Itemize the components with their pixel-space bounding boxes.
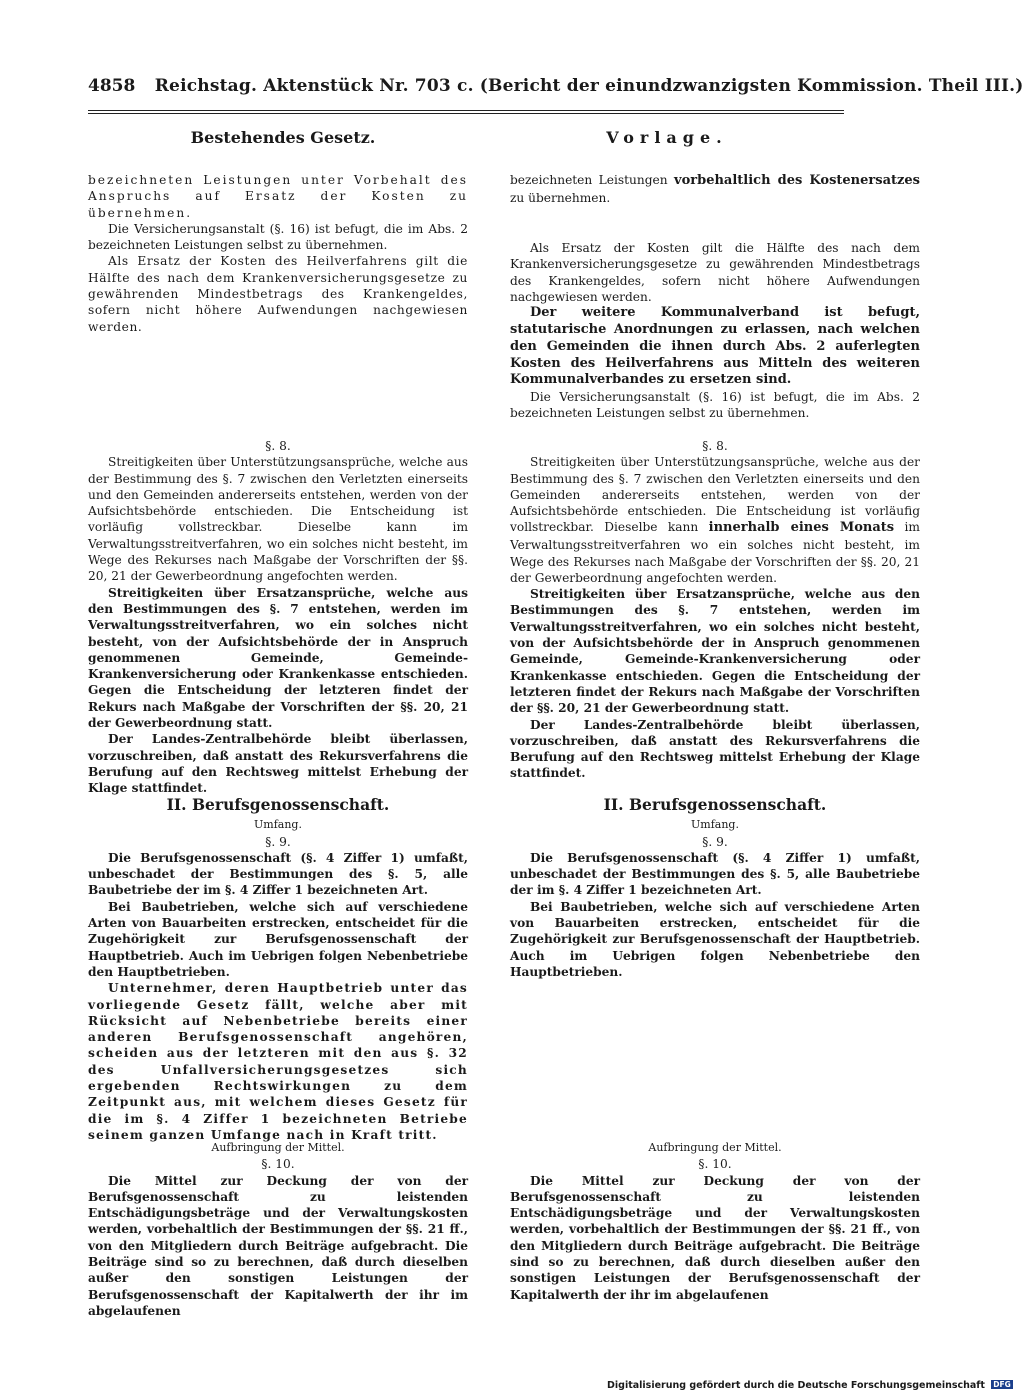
right-section-8	[510, 438, 920, 782]
right-section-10-heading: §. 10.	[698, 1157, 732, 1172]
left-section-10-paragraph-1: Die Mittel zur Deckung der von der Berufsgenossenschaft zu leistenden Entschädigungsbeträge und der Verwaltungskosten werden, vorbehaltlich der Bestimmungen der §§. 21 ff., von den Mitgliedern durch Beiträge aufgebracht. Die Beiträge sind so zu berechnen, daß durch dieselben außer den sonstigen Leistungen der Berufsgenossenschaft der Kapitalwerth der ihr im abgelaufenen	[88, 1173, 468, 1318]
page-header	[88, 76, 1024, 106]
right-block-intro	[510, 172, 920, 206]
left-paragraph-1: bezeichneten Leistungen unter Vorbehalt des Anspruchs auf Ersatz der Kosten zu übernehmen.	[88, 173, 468, 220]
left-umfang-label: Umfang.	[254, 818, 302, 832]
left-block-intro	[88, 172, 468, 335]
right-section-9-paragraph-1: Die Berufsgenossenschaft (§. 4 Ziffer 1) umfaßt, unbeschadet der Bestimmungen des §. 5, alle Baubetriebe der im §. 4 Ziffer 1 bezeichneten Art.	[510, 850, 920, 898]
header-rule	[88, 110, 844, 111]
page-running-title: Reichstag. Aktenstück Nr. 703 c. (Bericht der einundzwanzigsten Kommission. Theil III.)	[154, 76, 1024, 96]
right-section-8-heading: §. 8.	[702, 439, 728, 453]
right-paragraph-2: Als Ersatz der Kosten gilt die Hälfte des nach dem Krankenversicherungsgesetze zu gewährenden Mindestbetrags des Krankengeldes, sofern nicht höhere Aufwendungen nachgewiesen werden.	[510, 241, 920, 304]
right-section-8-paragraph-1-a: Streitigkeiten über Unterstützungsansprüche, welche aus der Bestimmung des §. 7 zwischen den Verletzten einerseits und den Gemeinden andererseits entstehen, werden von der Aufsichtsbehörde entschieden. Die Entscheidung ist vorläufig vollstreckbar. Dieselbe kann	[510, 455, 920, 535]
left-paragraph-2: Die Versicherungsanstalt (§. 16) ist befugt, die im Abs. 2 bezeichneten Leistungen selbst zu übernehmen.	[88, 221, 468, 253]
header-rule-double	[88, 113, 844, 114]
left-paragraph-3: Als Ersatz der Kosten des Heilverfahrens gilt die Hälfte des nach dem Krankenversicherungsgesetze zu gewährenden Mindestbetrags des Krankengeldes, sofern nicht höhere Aufwendungen nachgewiesen werden.	[88, 254, 468, 334]
left-part-2-heading: II. Berufsgenossenschaft.	[166, 795, 390, 814]
right-paragraph-3-bold: Der weitere Kommunalverband ist befugt, statutarische Anordnungen zu erlassen, nach welchen den Gemeinden die ihnen durch Abs. 2 auferlegten Kosten des Heilverfahrens aus Mitteln des weiteren Kommunalverbandes zu ersetzen sind.	[510, 305, 920, 388]
right-section-8-paragraph-1-c: im Verwaltungsstreitverfahren wo ein solches nicht besteht, im Wege des Rekurses nach Maßgabe der Vorschriften der §§. 20, 21 der Gewerbeordnung angefochten werden.	[510, 520, 920, 585]
right-section-8-emphasis: innerhalb eines Monats	[708, 520, 895, 536]
right-section-8-paragraph-3: Der Landes-Zentralbehörde bleibt überlassen, vorzuschreiben, daß anstatt des Rekursverfahrens die Berufung auf den Rechtsweg mittelst Erhebung der Klage stattfindet.	[510, 717, 920, 781]
right-block-kosten	[510, 240, 920, 422]
left-section-9-paragraph-1: Die Berufsgenossenschaft (§. 4 Ziffer 1) umfaßt, unbeschadet der Bestimmungen des §. 5, alle Baubetriebe der im §. 4 Ziffer 1 bezeichneten Art.	[88, 850, 468, 898]
left-section-10	[88, 1140, 468, 1319]
right-section-9-heading: §. 9.	[702, 834, 728, 849]
right-section-8-paragraph-1	[510, 454, 920, 586]
right-part-2-heading: II. Berufsgenossenschaft.	[603, 795, 827, 814]
right-aufbringung-label: Aufbringung der Mittel.	[648, 1141, 782, 1154]
right-column-heading: Vorlage.	[606, 128, 728, 147]
right-part-2	[510, 797, 920, 980]
left-section-8-paragraph-3: Der Landes-Zentralbehörde bleibt überlassen, vorzuschreiben, daß anstatt des Rekursverfahrens die Berufung auf den Rechtsweg mittelst Erhebung der Klage stattfindet.	[88, 732, 468, 796]
right-section-8-paragraph-2: Streitigkeiten über Ersatzansprüche, welche aus den Bestimmungen des §. 7 entstehen, werden im Verwaltungsstreitverfahren, wo ein solches nicht besteht, von der Aufsichtsbehörde der in Anspruch genommenen Gemeinde, Gemeinde-Krankenversicherung oder Krankenkasse entschieden. Gegen die Entscheidung der letzteren findet der Rekurs nach Maßgabe der Vorschriften der §§. 20, 21 der Gewerbeordnung statt.	[510, 587, 920, 716]
left-section-9-paragraph-2: Bei Baubetrieben, welche sich auf verschiedene Arten von Bauarbeiten erstrecken, entscheidet für die Zugehörigkeit zur Berufsgenossenschaft der Hauptbetrieb. Auch im Uebrigen folgen Nebenbetriebe den Hauptbetrieben.	[88, 899, 468, 979]
right-section-9-paragraph-2: Bei Baubetrieben, welche sich auf verschiedene Arten von Bauarbeiten erstrecken, entscheidet für die Zugehörigkeit zur Berufsgenossenschaft der Hauptbetrieb. Auch im Uebrigen folgen Nebenbetriebe den Hauptbetrieben.	[510, 899, 920, 979]
dfg-logo-icon: DFG	[993, 1380, 1011, 1389]
digitization-credit-text: Digitalisierung gefördert durch die Deutsche Forschungsgemeinschaft	[607, 1380, 985, 1391]
right-paragraph-4: Die Versicherungsanstalt (§. 16) ist befugt, die im Abs. 2 bezeichneten Leistungen selbst zu übernehmen.	[510, 390, 920, 421]
right-paragraph-1-c: zu übernehmen.	[510, 190, 611, 205]
left-section-9-heading: §. 9.	[265, 834, 291, 849]
right-paragraph-1-emphasis: vorbehaltlich des Kostenersatzes	[674, 173, 920, 188]
right-paragraph-1	[510, 172, 920, 206]
right-umfang-label: Umfang.	[691, 818, 739, 832]
right-section-10	[510, 1140, 920, 1303]
right-paragraph-1-a: bezeichneten Leistungen	[510, 173, 675, 187]
left-section-10-heading: §. 10.	[261, 1157, 295, 1172]
left-section-8	[88, 438, 468, 797]
right-section-10-paragraph-1: Die Mittel zur Deckung der von der Berufsgenossenschaft zu leistenden Entschädigungsbeträge und der Verwaltungskosten werden, vorbehaltlich der Bestimmungen der §§. 21 ff., von den Mitgliedern durch Beiträge aufgebracht. Die Beiträge sind so zu berechnen, daß durch dieselben außer den sonstigen Leistungen der Berufsgenossenschaft der Kapitalwerth der ihr im abgelaufenen	[510, 1173, 920, 1302]
left-part-2	[88, 797, 468, 1143]
page-number: 4858	[88, 76, 136, 96]
left-section-8-paragraph-1: Streitigkeiten über Unterstützungsansprüche, welche aus der Bestimmung des §. 7 zwischen den Verletzten einerseits und den Gemeinden andererseits entstehen, werden von der Aufsichtsbehörde entschieden. Die Entscheidung ist vorläufig vollstreckbar. Dieselbe kann im Verwaltungsstreitverfahren, wo ein solches nicht besteht, im Wege des Rekurses nach Maßgabe der Vorschriften der §§. 20, 21 der Gewerbeordnung angefochten werden.	[88, 455, 468, 584]
left-column-heading: Bestehendes Gesetz.	[190, 128, 376, 147]
left-aufbringung-label: Aufbringung der Mittel.	[211, 1141, 345, 1154]
left-section-8-heading: §. 8.	[265, 439, 291, 453]
left-section-9-paragraph-3: Unternehmer, deren Hauptbetrieb unter das vorliegende Gesetz fällt, welche aber mit Rücksicht auf Nebenbetriebe bereits einer anderen Berufsgenossenschaft angehören, scheiden aus der letzteren mit den aus §. 32 des Unfallversicherungsgesetzes sich ergebenden Rechtswirkungen zu dem Zeitpunkt aus, mit welchem dieses Gesetz für die im §. 4 Ziffer 1 bezeichneten Betriebe seinem ganzen Umfange nach in Kraft tritt.	[88, 981, 468, 1142]
left-section-8-paragraph-2: Streitigkeiten über Ersatzansprüche, welche aus den Bestimmungen des §. 7 entstehen, werden im Verwaltungsstreitverfahren, wo ein solches nicht besteht, von der Aufsichtsbehörde der in Anspruch genommenen Gemeinde, Gemeinde-Krankenversicherung oder Krankenkasse entschieden. Gegen die Entscheidung der letzteren findet der Rekurs nach Maßgabe der Vorschriften der §§. 20, 21 der Gewerbeordnung statt.	[88, 585, 468, 731]
digitization-credit	[607, 1380, 1013, 1391]
